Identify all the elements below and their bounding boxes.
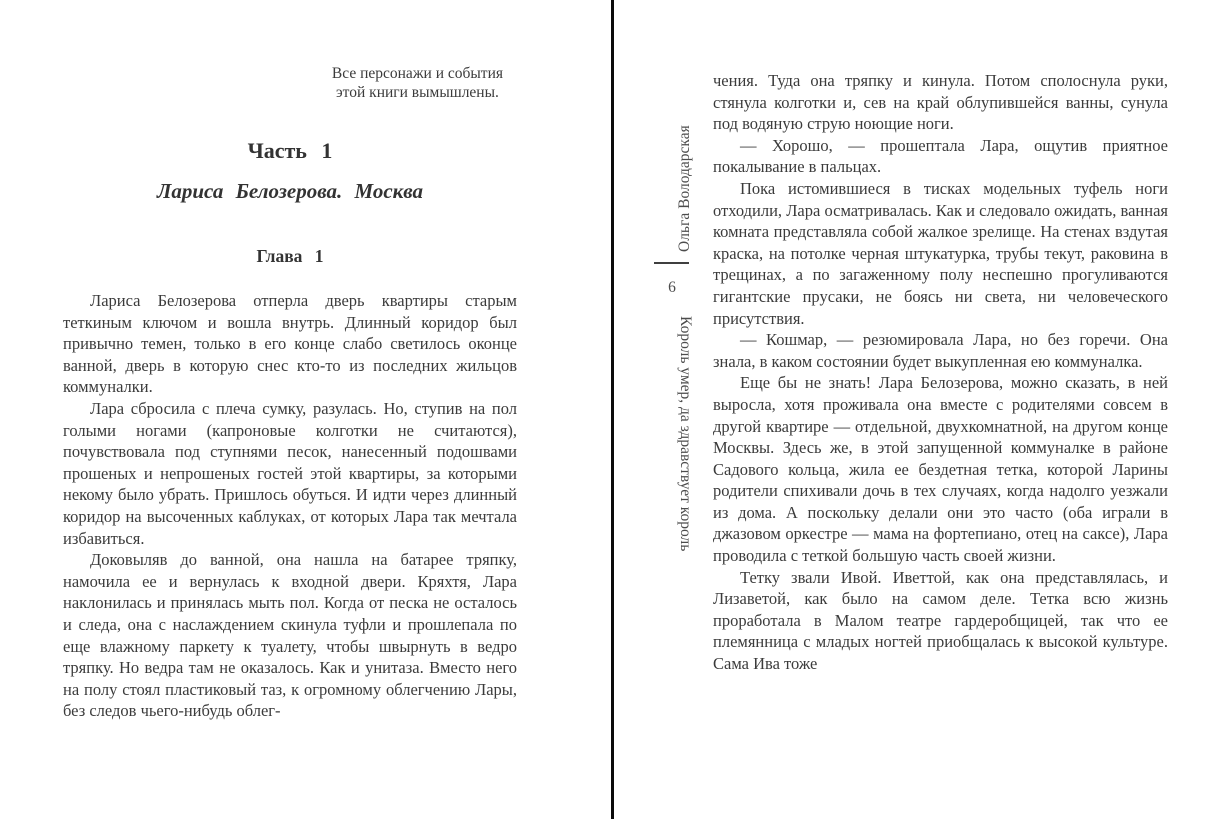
spine-author-label: Ольга Володарская: [676, 125, 693, 252]
spine-book-title: Король умер, да здравствует король: [677, 316, 694, 552]
spine-separator-line: [654, 262, 689, 264]
chapter-heading: Глава 1: [256, 246, 324, 266]
part-heading: Часть 1: [247, 138, 333, 163]
paragraph-continuation: чения. Туда она тряпку и кинула. Потом сполоснула руки, стянула колготки и, сев на край облупившейся ванны, сунула под водяную струю ноющие ноги.: [713, 71, 1168, 134]
left-page-body: [63, 290, 517, 722]
paragraph: Лариса Белозерова отперла дверь квартиры старым теткиным ключом и вошла внутрь. Длинный коридор был привычно темен, только в его конце слабо светилось оконце ванной, дверь в которую снес кто-то из последних жильцов коммуналки.: [63, 291, 517, 397]
right-page-body: [713, 70, 1168, 675]
paragraph: Тетку звали Ивой. Иветтой, как она представлялась, и Лизаветой, как было на самом деле. Тетка всю жизнь проработала в Малом театре гардеробщицей, так что ее племянница с младых ногтей приобщалась к высокой культуре. Сама Ива тоже: [713, 567, 1168, 674]
right-page: [713, 0, 1168, 819]
part-subheading: Лариса Белозерова. Москва: [156, 179, 424, 203]
epigraph-line-1: Все персонажи и события: [331, 65, 503, 82]
epigraph-line-2: этой книги вымышлены.: [336, 84, 499, 101]
epigraph-text: [332, 64, 503, 102]
page-number: 6: [668, 279, 676, 296]
paragraph: — Кошмар, — резюмировала Лара, но без горечи. Она знала, в каком состоянии будет выкупленная ею коммуналка.: [713, 330, 1168, 371]
paragraph: Еще бы не знать! Лара Белозерова, можно сказать, в ней выросла, хотя проживала она вместе с родителями совсем в другой квартире — отдельной, двухкомнатной, на другом конце Москвы. Здесь же, в этой запущенной коммуналке в районе Садового кольца, жила ее бездетная тетка, которой Ларины родители спихивали дочь в тех случаях, когда надолго уезжали из дома. А поскольку делали они это часто (оба играли в джазовом оркестре — мама на фортепиано, отец на саксе), Лара проводила с теткой большую часть своей жизни.: [713, 373, 1168, 566]
paragraph: Пока истомившиеся в тисках модельных туфель ноги отходили, Лара осматривалась. Как и следовало ожидать, ванная комната представляла собой жалкое зрелище. На стенах вздутая краска, на потолке черная штукатурка, трубы текут, раковина в трещинах, а по загаженному полу неспешно прогуливаются гигантские прусаки, не боясь ни света, ни человеческого присутствия.: [713, 178, 1168, 328]
paragraph: Доковыляв до ванной, она нашла на батарее тряпку, намочила ее и вернулась к входной двери. Кряхтя, Лара наклонилась и принялась мыть пол. Когда от песка не осталось и следа, она с наслаждением скинула туфли и прошлепала по еще влажному паркету к туалету, чтобы швырнуть в ведро тряпку. Но ведра там не оказалось. Как и унитаза. Вместо него на полу стоял пластиковый таз, к огромному облегчению Лары, без следов чьего-нибудь облег-: [63, 550, 517, 721]
paragraph: — Хорошо, — прошептала Лара, ощутив приятное покалывание в пальцах.: [713, 135, 1168, 177]
epigraph: [63, 0, 517, 102]
paragraph: Лара сбросила с плеча сумку, разулась. Но, ступив на пол голыми ногами (капроновые колготки не считаются), почувствовала под ступнями песок, нанесенный подошвами прошеных и непрошеных гостей этой квартиры, за которыми некому было убрать. Пришлось обуться. И идти через длинный коридор на высоченных каблуках, от которых Лара так мечтала избавиться.: [63, 398, 517, 548]
left-page: [63, 0, 517, 819]
spine-vertical-rule: [611, 0, 614, 819]
